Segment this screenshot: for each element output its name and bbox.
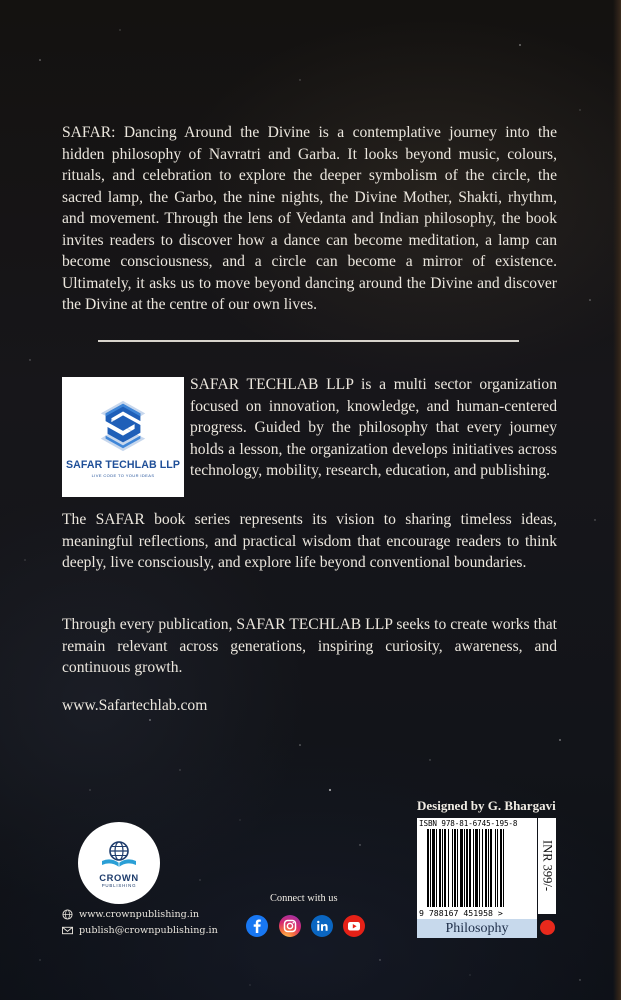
- publisher-name: CROWN: [99, 871, 139, 883]
- barcode-digits: 9 788167 451958 >: [419, 908, 503, 918]
- publisher-website-line[interactable]: [62, 909, 199, 920]
- barcode-bar: [442, 829, 443, 907]
- youtube-icon[interactable]: [343, 915, 365, 937]
- barcode-bar: [503, 829, 504, 907]
- publisher-subtitle: PUBLISHING: [101, 882, 137, 888]
- genre-label: Philosophy: [417, 919, 537, 938]
- barcode-bar: [464, 829, 465, 907]
- envelope-icon: [62, 925, 73, 936]
- price-tag: [538, 818, 556, 914]
- safar-techlab-logo: [62, 377, 184, 497]
- barcode-bar: [469, 829, 471, 907]
- designer-credit: Designed by G. Bhargavi: [417, 798, 556, 813]
- series-paragraph: The SAFAR book series represents its vision to sharing timeless ideas, meaningful reflections, and practical wisdom that encourage readers to think deeply, live consciously, and explore life beyond conventional boundaries.: [62, 511, 557, 571]
- instagram-icon[interactable]: [279, 915, 301, 937]
- barcode-bar: [497, 829, 498, 907]
- website-link[interactable]: www.Safartechlab.com: [62, 697, 208, 714]
- barcode-bar: [488, 829, 489, 907]
- barcode-bar: [482, 829, 483, 907]
- barcode-bar: [430, 829, 431, 907]
- barcode-bar: [432, 829, 435, 907]
- logo-tagline: LIVE CODE TO YOUR IDEAS: [91, 472, 155, 478]
- book-blurb: SAFAR: Dancing Around the Divine is a contemplative journey into the hidden philosophy of Navratri and Garba. It looks beyond music, colours, rituals, and celebration to explore the deeper symbolism of the circle, the sacred lamp, the Garbo, the nine nights, the Divine Mother, Shakti, rhythm, and movement. Through the lens of Vedanta and Indian philosophy, the book invites readers to discover how a dance can become meditation, a lamp can become consciousness, and a circle can become a mirror of existence. Ultimately, it asks us to move beyond dancing around the Divine and discover the Divine at the centre of our own lives.: [62, 124, 557, 313]
- barcode-bar: [427, 829, 429, 907]
- publisher-email-line[interactable]: [62, 925, 218, 936]
- price-label: INR 399/-: [540, 840, 555, 892]
- barcode-bar: [466, 829, 468, 907]
- linkedin-icon[interactable]: [311, 915, 333, 937]
- barcode-bar: [439, 829, 441, 907]
- divider-line: [98, 340, 519, 342]
- barcode-bar: [436, 829, 437, 907]
- barcode-bar: [444, 829, 446, 907]
- barcode-bar: [495, 829, 496, 907]
- spine-edge: [613, 0, 621, 1000]
- safar-s-logo-icon: [94, 397, 152, 455]
- red-dot-marker: [540, 920, 555, 935]
- publisher-website[interactable]: www.crownpublishing.in: [79, 909, 200, 920]
- publication-paragraph: Through every publication, SAFAR TECHLAB LLP seeks to create works that remain relevant across generations, inspiring curiosity, awareness, and continuous growth.: [62, 616, 557, 676]
- connect-heading: Connect with us: [270, 893, 338, 904]
- barcode-bar: [490, 829, 492, 907]
- globe-icon: [62, 909, 73, 920]
- barcode-bar: [457, 829, 458, 907]
- barcode-bar: [454, 829, 456, 907]
- facebook-icon[interactable]: [246, 915, 268, 937]
- isbn-barcode: [417, 818, 537, 919]
- publisher-email[interactable]: publish@crownpublishing.in: [79, 925, 218, 936]
- barcode-bar: [460, 829, 463, 907]
- logo-company-name: SAFAR TECHLAB LLP: [65, 458, 181, 471]
- barcode-bar: [452, 829, 453, 907]
- barcode-bar: [473, 829, 474, 907]
- crown-publishing-logo: [78, 822, 160, 904]
- barcode-bar: [485, 829, 487, 907]
- barcode-bar: [475, 829, 478, 907]
- isbn-label: ISBN 978-81-6745-195-8: [419, 819, 518, 828]
- barcode-bar: [500, 829, 502, 907]
- globe-book-icon: [99, 839, 139, 871]
- barcode-bar: [448, 829, 449, 907]
- organization-description: SAFAR TECHLAB LLP is a multi sector organization focused on innovation, knowledge, and human-centered progress. Guided by the philosophy that every journey holds a lesson, the organization develops initiatives across technology, mobility, research, education, and publishing.: [190, 376, 557, 479]
- barcode-bar: [479, 829, 480, 907]
- barcode-bars: [427, 829, 531, 907]
